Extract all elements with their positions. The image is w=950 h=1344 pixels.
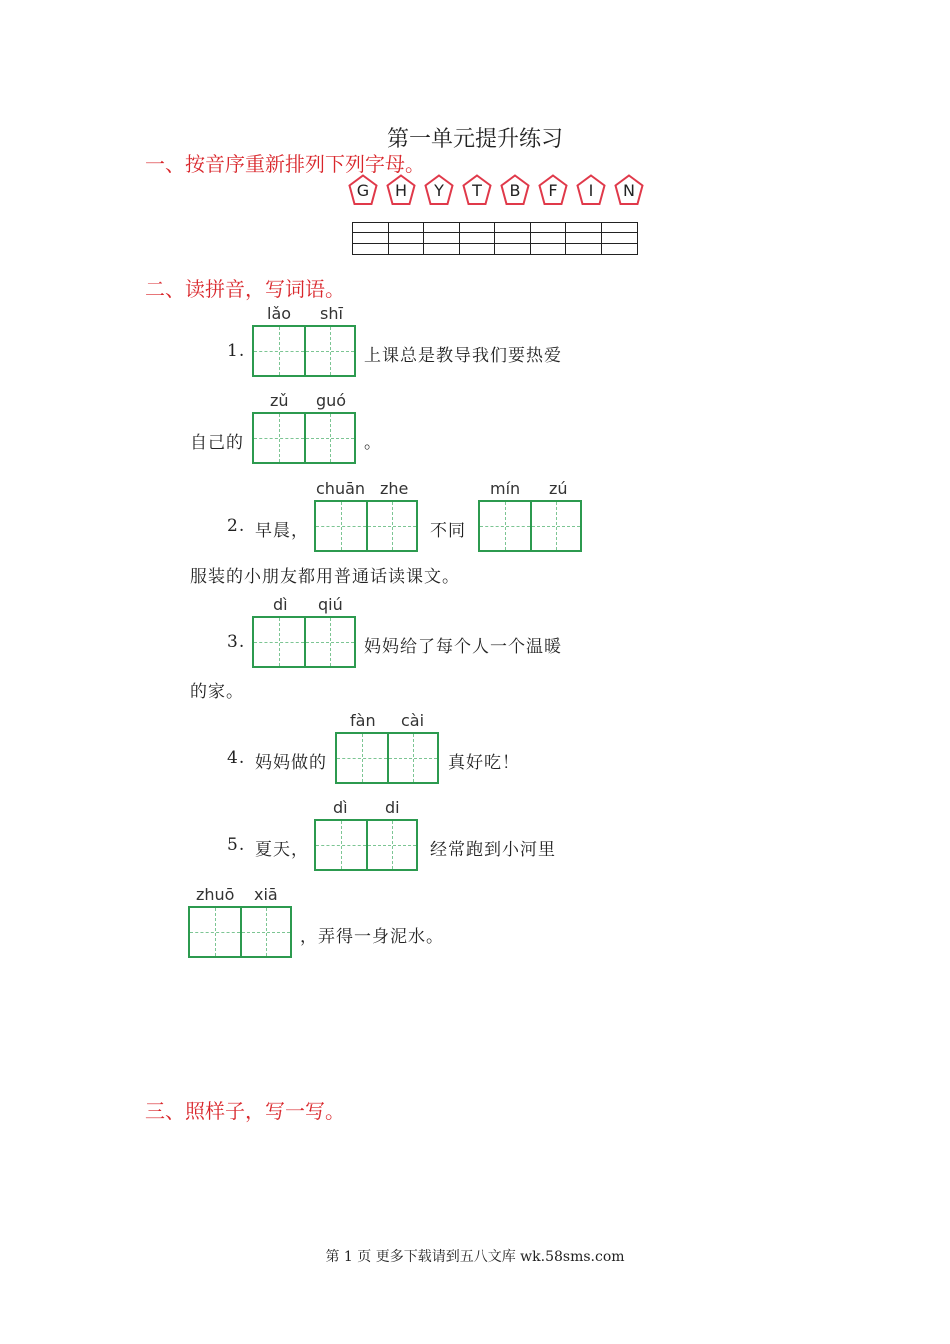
pinyin-xia: xiā [254, 885, 278, 904]
section-1-heading: 一、按音序重新排列下列字母。 [145, 152, 425, 176]
letter-label: F [548, 181, 558, 200]
writing-box-minzu[interactable] [478, 500, 582, 552]
letter-pentagon-n [614, 174, 644, 206]
letter-pentagon-i [576, 174, 606, 206]
pinyin-shi: shī [320, 304, 343, 323]
pinyin-cai: cài [401, 711, 425, 730]
pinyin-zhuo: zhuō [196, 885, 235, 904]
q2-text-mid: 不同 [430, 521, 466, 541]
q1-period: 。 [364, 433, 382, 453]
page-title: 第一单元提升练习 [386, 127, 563, 152]
writing-box-fancai[interactable] [335, 732, 439, 784]
page-footer: 第 1 页 更多下载请到五八文库 wk.58sms.com [325, 1249, 625, 1265]
letter-label: T [472, 181, 482, 200]
question-number-3: 3. [227, 632, 246, 652]
pinyin-min: mín [490, 479, 521, 498]
pinyin-qiu: qiú [318, 595, 343, 614]
pinyin-zu2: zú [549, 479, 568, 498]
q1-text-line2: 自己的 [190, 433, 244, 453]
pinyin-zhe: zhe [380, 479, 409, 498]
pinyin-di3: di [385, 798, 400, 817]
letter-pentagon-f [538, 174, 568, 206]
pinyin-chuan: chuān [316, 479, 366, 498]
q5-text-after: 经常跑到小河里 [430, 840, 556, 860]
pinyin-di: dì [273, 595, 288, 614]
pinyin-zu: zǔ [270, 391, 289, 410]
pinyin-di2: dì [333, 798, 348, 817]
q4-text-after: 真好吃！ [448, 753, 520, 773]
q3-text-line2: 的家。 [190, 682, 244, 702]
q5-text-before: 夏天， [255, 840, 309, 860]
letter-label: G [356, 181, 370, 200]
q5-text-line2: ，弄得一身泥水。 [300, 927, 444, 947]
letter-label: Y [434, 181, 444, 200]
question-number-4: 4. [227, 748, 246, 768]
writing-box-zuguo[interactable] [252, 412, 356, 464]
writing-box-didi[interactable] [314, 819, 418, 871]
pinyin-lao: lǎo [267, 304, 292, 323]
letter-label: B [509, 181, 521, 200]
q2-text-before: 早晨， [255, 521, 309, 541]
q4-text-before: 妈妈做的 [255, 753, 327, 773]
q1-text: 上课总是教导我们要热爱 [364, 346, 562, 366]
answer-grid [352, 222, 638, 255]
writing-box-laoshi[interactable] [252, 325, 356, 377]
section-3-heading: 三、照样子，写一写。 [145, 1099, 345, 1123]
question-number-2: 2. [227, 516, 246, 536]
letter-label: N [623, 181, 635, 200]
writing-box-zhuoxia[interactable] [188, 906, 292, 958]
question-number-5: 5. [227, 835, 246, 855]
writing-box-diqiu[interactable] [252, 616, 356, 668]
letter-pentagon-h [386, 174, 416, 206]
letter-pentagon-b [500, 174, 530, 206]
q3-text: 妈妈给了每个人一个温暖 [364, 637, 562, 657]
letter-label: I [588, 181, 594, 200]
letter-pentagon-t [462, 174, 492, 206]
letter-pentagon-y [424, 174, 454, 206]
letter-label: H [394, 181, 408, 200]
writing-box-chuanzhe[interactable] [314, 500, 418, 552]
section-2-heading: 二、读拼音，写词语。 [145, 277, 345, 301]
q2-text-line2: 服装的小朋友都用普通话读课文。 [190, 567, 460, 587]
question-number-1: 1. [227, 341, 246, 361]
letter-pentagon-g [348, 174, 378, 206]
pinyin-fan: fàn [350, 711, 376, 730]
pinyin-guo: guó [316, 391, 347, 410]
